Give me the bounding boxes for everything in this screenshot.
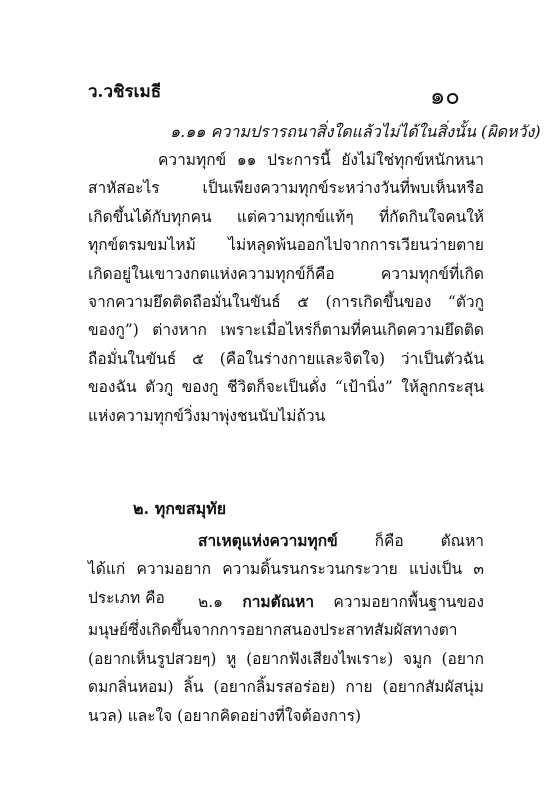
- text-run: ความอยากพื้นฐานของ: [314, 593, 484, 611]
- text-line: นวล) และใจ (อยากคิดอย่างที่ใจต้องการ): [88, 706, 362, 725]
- text-run: ก็คือ ตัณหา: [337, 532, 484, 550]
- text-line: ประเภท คือ: [88, 588, 165, 607]
- text-line: จากความยึดติดถือมั่นในขันธ์ ๕ (การเกิดขึ้นของ “ตัวกู: [88, 293, 484, 312]
- text-line: [88, 588, 484, 616]
- bold-term: สาเหตุแห่งความทุกข์: [198, 531, 338, 550]
- text-line: สาหัสอะไร เป็นเพียงความทุกข์ระหว่างวันที่พบเห็นหรือ: [88, 179, 484, 198]
- section-title: ๑.๑๑ ความปรารถนาสิ่งใดแล้วไม่ได้ในสิ่งนั้น (ผิดหวัง): [170, 122, 541, 141]
- text-line: ของกู”) ต่างหาก เพราะเมื่อไหร่ก็ตามที่คนเกิดความยึดติด: [88, 321, 484, 340]
- bold-term: กามตัณหา: [242, 592, 315, 611]
- text-line: เกิดขึ้นได้กับทุกคน แต่ความทุกข์แท้ๆ ที่กัดกินใจคนให้: [88, 207, 484, 226]
- text-line: ถือมั่นในขันธ์ ๕ (คือในร่างกายและจิตใจ) ว่าเป็นตัวฉัน: [88, 349, 484, 368]
- text-line: ได้แก่ ความอยาก ความดิ้นรนกระวนกระวาย แบ่งเป็น ๓: [88, 560, 484, 579]
- body-paragraph: [88, 146, 484, 430]
- text-line: ของฉัน ตัวกู ของกู ชีวิตก็จะเป็นดั่ง “เป้านิ่ง” ให้ลูกกระสุน: [88, 378, 484, 397]
- text-line: เกิดอยู่ในเขาวงกตแห่งความทุกข์ก็คือ ความทุกข์ที่เกิด: [88, 264, 484, 283]
- author-header: ว.วชิรเมธี: [88, 82, 162, 102]
- text-line: แห่งความทุกข์วิ่งมาพุ่งชนนับไม่ถ้วน: [88, 406, 326, 425]
- text-line: ดมกลิ่นหอม) ลิ้น (อยากลิ้มรสอร่อย) กาย (อยากสัมผัสนุ่ม: [88, 678, 484, 697]
- text-line: (อยากเห็นรูปสวยๆ) หู (อยากฟังเสียงไพเราะ) จมูก (อยาก: [88, 649, 484, 668]
- page-number: ๑๐: [430, 82, 460, 110]
- text-line: [88, 527, 484, 555]
- section-heading: ๒. ทุกขสมุทัย: [133, 499, 227, 518]
- kama-tanha-paragraph: [88, 588, 484, 730]
- text-line: ความทุกข์ ๑๑ ประการนี้ ยังไม่ใช่ทุกข์หนักหนา: [158, 151, 484, 169]
- item-number: ๒.๑: [198, 593, 243, 611]
- text-line: มนุษย์ซึ่งเกิดขึ้นจากการอยากสนองประสาทสัมผัสทางตา: [88, 621, 458, 640]
- text-line: ทุกข์ตรมขมไหม้ ไม่หลุดพ้นออกไปจากการเวียนว่ายตาย: [88, 236, 484, 255]
